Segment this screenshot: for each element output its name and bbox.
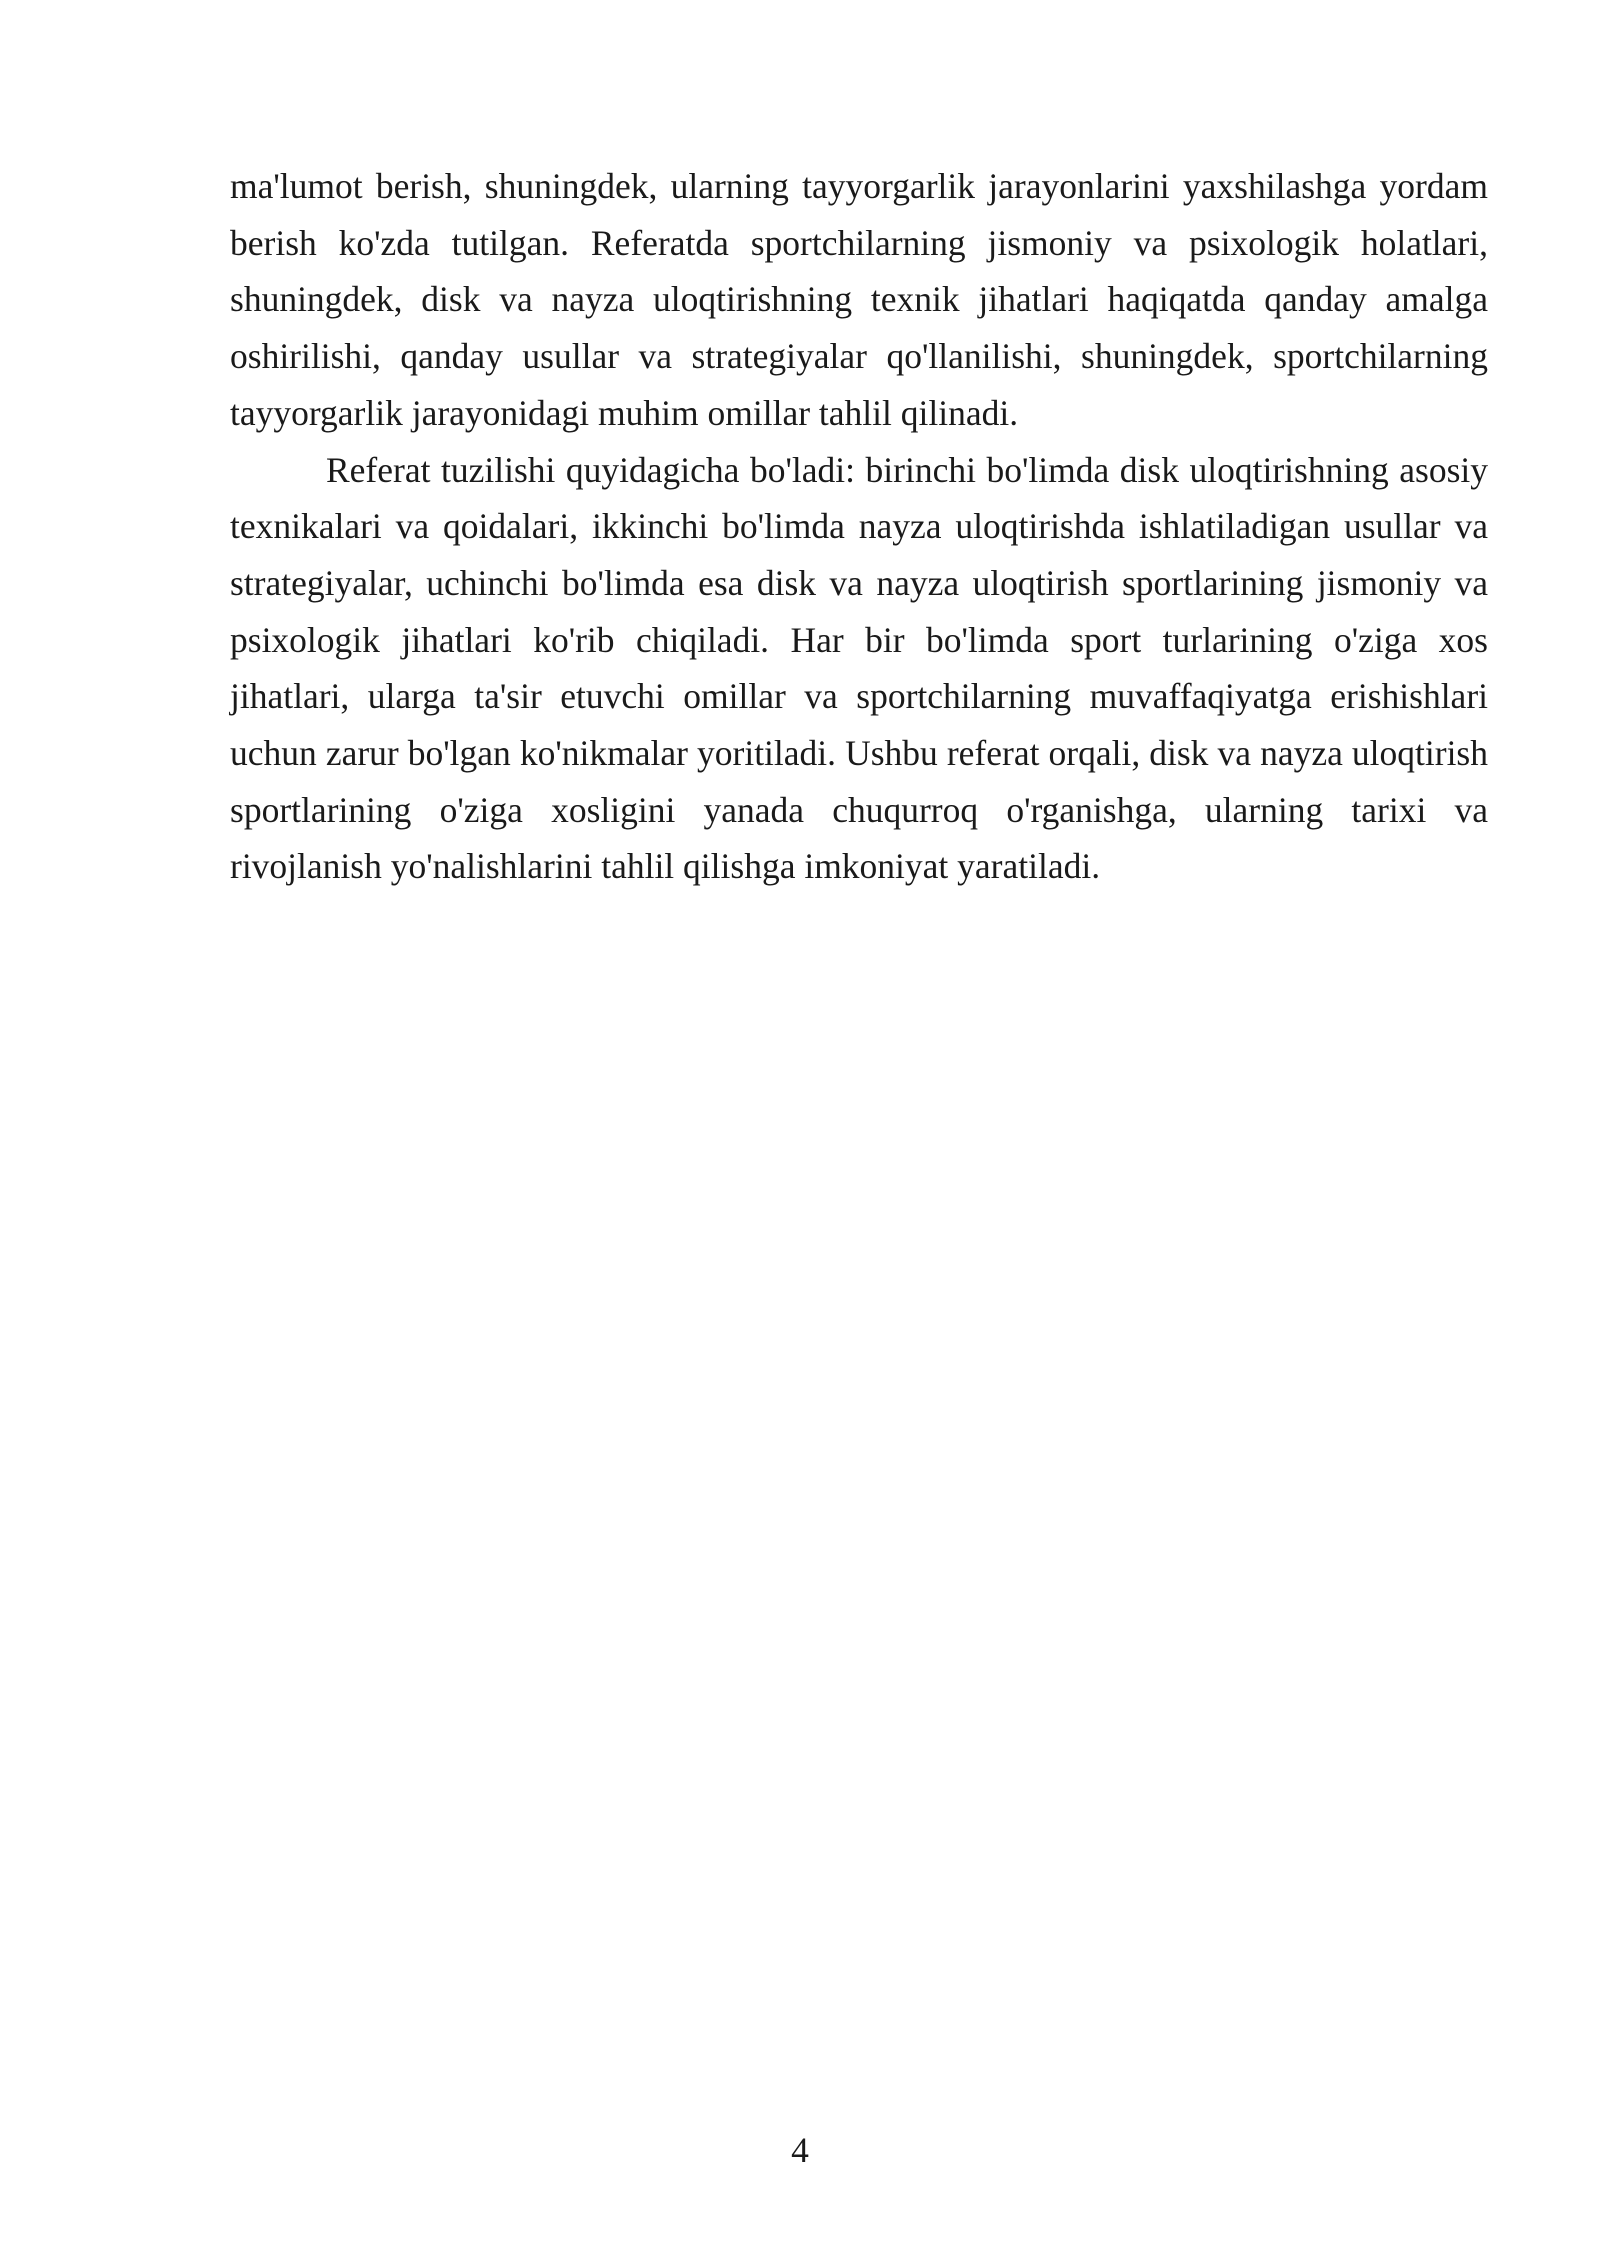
page-number: 4 — [791, 2130, 809, 2170]
paragraph-referat-structure: Referat tuzilishi quyidagicha bo'ladi: birinchi bo'limda disk uloqtirishning asosiy texnikalari va qoidalari, ikkinchi bo'limda nayza uloqtirishda ishlatiladigan usullar va strategiyalar, uchinchi bo'limda esa disk va nayza uloqtirish sportlarining jismoniy va psixologik jihatlari ko'rib chiqiladi. Har bir bo'limda sport turlarining o'ziga xos jihatlari, ularga ta'sir etuvchi omillar va sportchilarning muvaffaqiyatga erishishlari uchun zarur bo'lgan ko'nikmalar yoritiladi. Ushbu referat orqali, disk va nayza uloqtirish sportlarining o'ziga xosligini yanada chuqurroq o'rganishga, ularning tarixi va rivojlanish yo'nalishlarini tahlil qilishga imkoniyat yaratiladi. — [230, 449, 1488, 887]
paragraph-continuation: ma'lumot berish, shuningdek, ularning tayyorgarlik jarayonlarini yaxshilashga yordam berish ko'zda tutilgan. Referatda sportchilarning jismoniy va psixologik holatlari, shuningdek, disk va nayza uloqtirishning texnik jihatlari haqiqatda qanday amalga oshirilishi, qanday usullar va strategiyalar qo'llanilishi, shuningdek, sportchilarning tayyorgarlik jarayonidagi muhim omillar tahlil qilinadi. — [230, 166, 1488, 433]
body-text — [230, 158, 1488, 895]
